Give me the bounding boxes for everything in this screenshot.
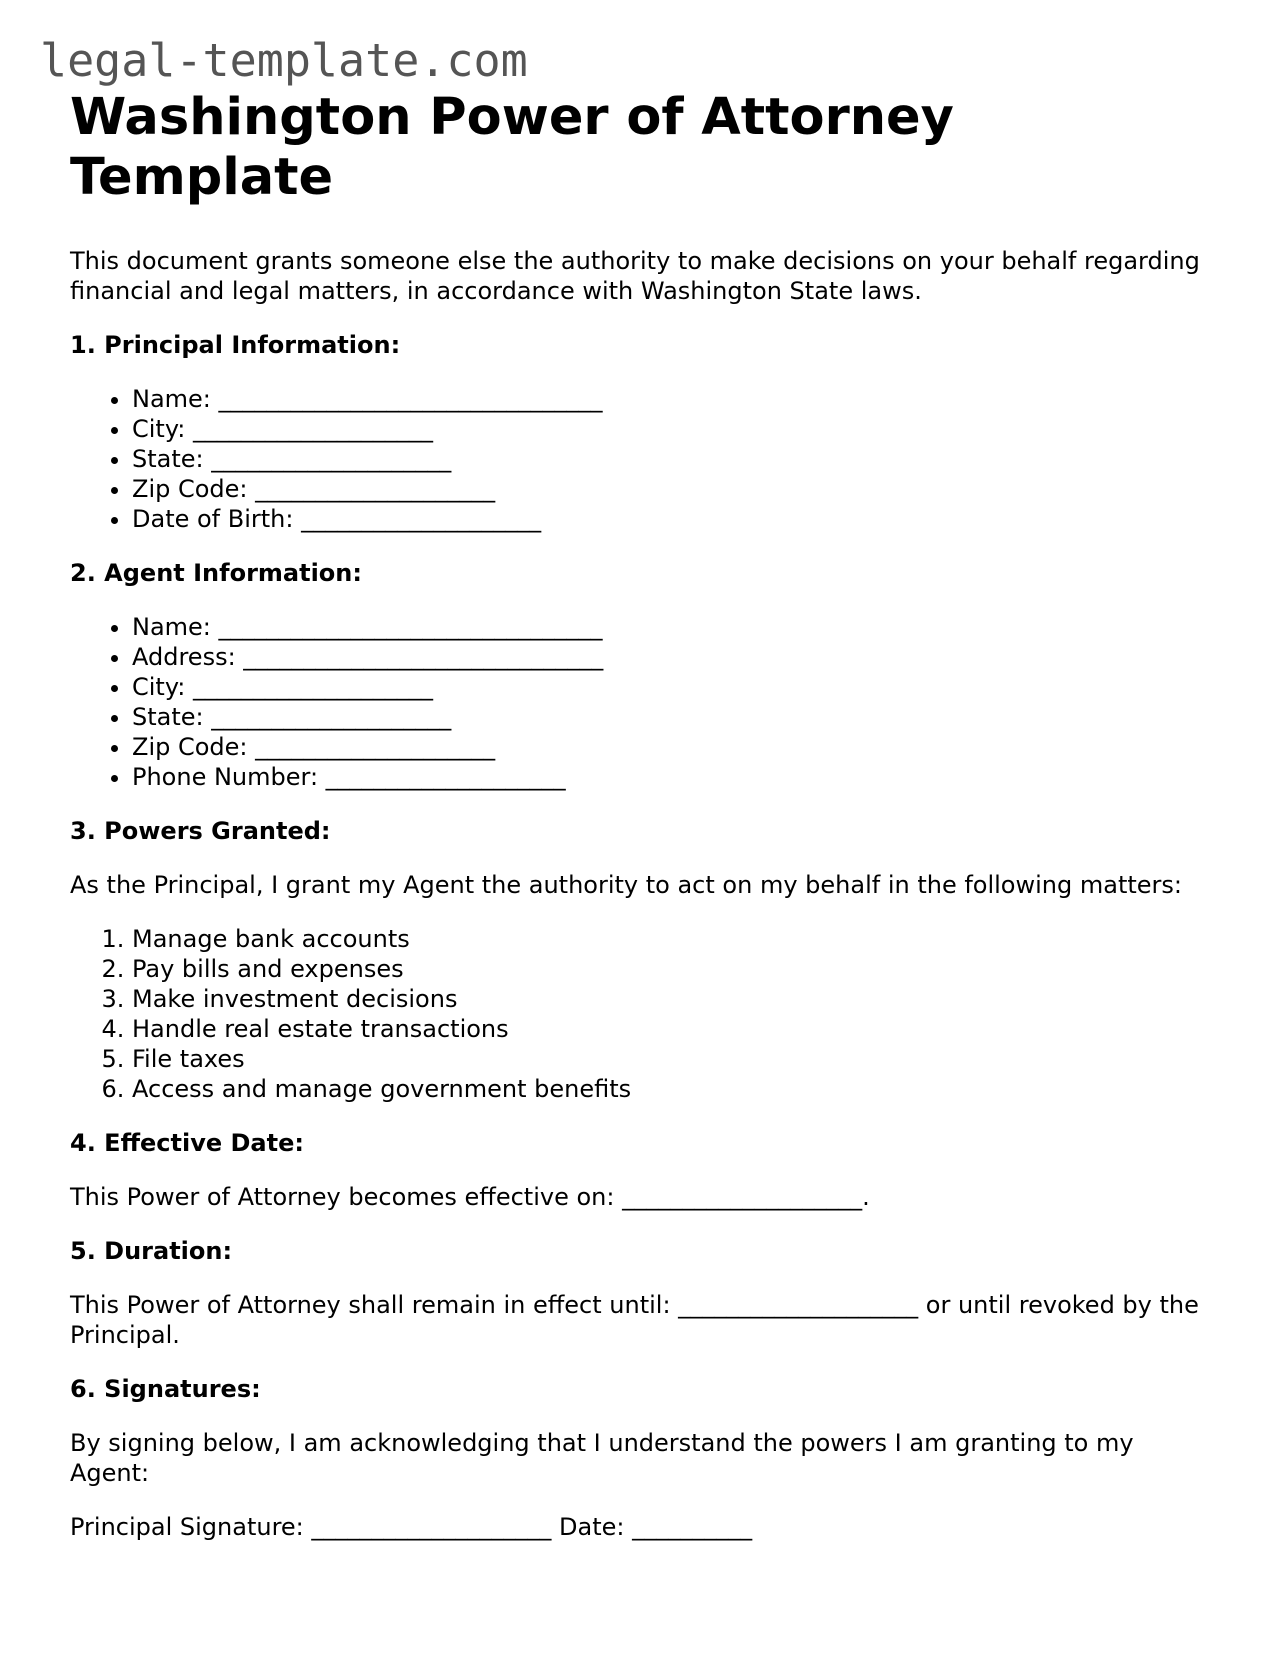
power-item: 1. Manage bank accounts (132, 924, 1220, 954)
agent-name-field: • Name: ________________________________ (132, 612, 1220, 642)
agent-state-field: • State: ____________________ (132, 702, 1220, 732)
duration-heading: 5. Duration: (70, 1237, 233, 1265)
power-item: 5. File taxes (132, 1044, 1220, 1074)
powers-list (70, 924, 1220, 1104)
duration-text: This Power of Attorney shall remain in effect until: ____________________ or until revoked by the Principal. (70, 1291, 1199, 1349)
agent-address-field: • Address: ______________________________ (132, 642, 1220, 672)
document-body (70, 88, 1220, 1542)
principal-name-field: • Name: ________________________________ (132, 384, 1220, 414)
agent-heading: 2. Agent Information: (70, 559, 362, 587)
power-item: 6. Access and manage government benefits (132, 1074, 1220, 1104)
effective-text: This Power of Attorney becomes effective on: ____________________. (70, 1183, 870, 1211)
powers-heading: 3. Powers Granted: (70, 817, 331, 845)
agent-city-field: • City: ____________________ (132, 672, 1220, 702)
agent-fields (70, 612, 1220, 792)
power-item: 3. Make investment decisions (132, 984, 1220, 1014)
signatures-heading: 6. Signatures: (70, 1375, 261, 1403)
agent-zip-field: • Zip Code: ____________________ (132, 732, 1220, 762)
principal-state-field: • State: ____________________ (132, 444, 1220, 474)
powers-text: As the Principal, I grant my Agent the authority to act on my behalf in the following matters: (70, 871, 1182, 899)
watermark: legal-template.com (40, 34, 528, 87)
principal-fields (70, 384, 1220, 534)
principal-heading: 1. Principal Information: (70, 331, 401, 359)
power-item: 4. Handle real estate transactions (132, 1014, 1220, 1044)
principal-signature-line: Principal Signature: ____________________ Date: __________ (70, 1513, 753, 1541)
principal-dob-field: • Date of Birth: ____________________ (132, 504, 1220, 534)
intro-paragraph: This document grants someone else the authority to make decisions on your behalf regarding financial and legal matters, in accordance with Washington State laws. (70, 247, 1200, 305)
effective-heading: 4. Effective Date: (70, 1129, 304, 1157)
agent-phone-field: • Phone Number: ____________________ (132, 762, 1220, 792)
page-title: Washington Power of Attorney Template (70, 88, 954, 207)
signatures-text: By signing below, I am acknowledging that I understand the powers I am granting to my Agent: (70, 1429, 1134, 1487)
power-item: 2. Pay bills and expenses (132, 954, 1220, 984)
principal-zip-field: • Zip Code: ____________________ (132, 474, 1220, 504)
principal-city-field: • City: ____________________ (132, 414, 1220, 444)
